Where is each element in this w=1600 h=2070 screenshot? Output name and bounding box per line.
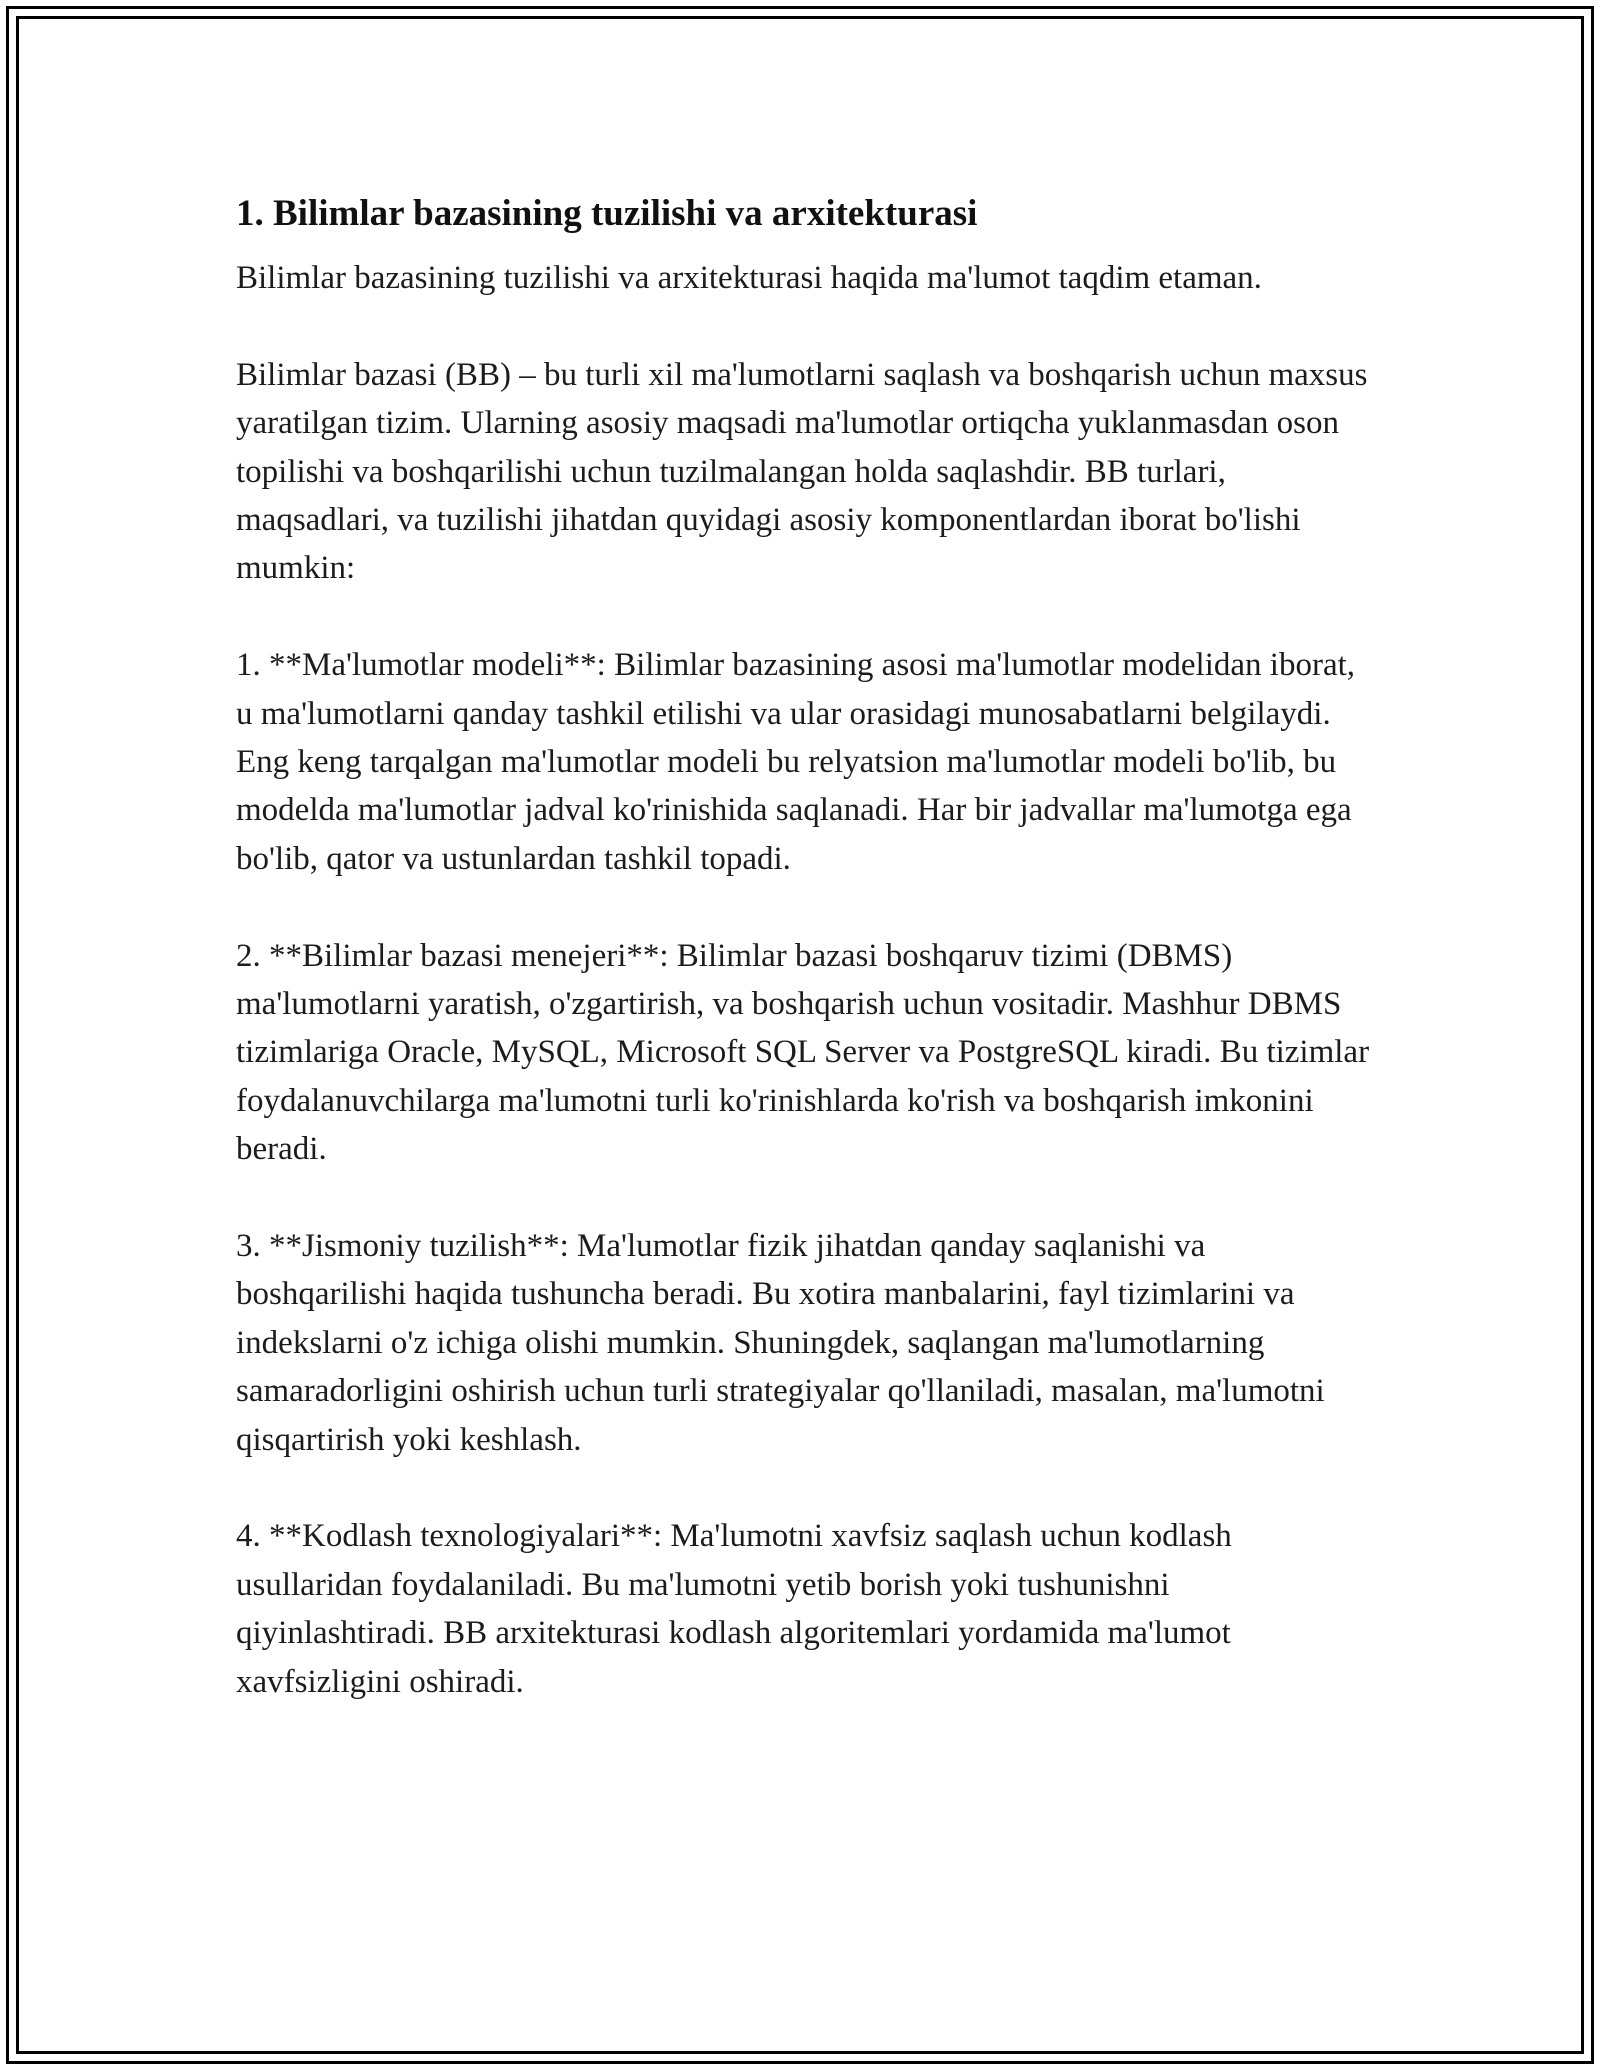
list-item-data-model: 1. **Ma'lumotlar modeli**: Bilimlar bazasining asosi ma'lumotlar modelidan iborat, u ma'lumotlarni qanday tashkil etilishi va ular orasidagi munosabatlarni belgilaydi. Eng keng tarqalgan ma'lumotlar modeli bu relyatsion ma'lumotlar modeli bo'lib, bu modelda ma'lumotlar jadval ko'rinishida saqlanadi. Har bir jadvallar ma'lumotga ega bo'lib, qator va ustunlardan tashkil topadi. [236,647,1356,877]
intro-paragraph: Bilimlar bazasining tuzilishi va arxitekturasi haqida ma'lumot taqdim etaman. [236,260,1262,296]
list-item-database-manager: 2. **Bilimlar bazasi menejeri**: Bilimlar bazasi boshqaruv tizimi (DBMS) ma'lumotlarni yaratish, o'zgartirish, va boshqarish uchun vositadir. Mashhur DBMS tizimlariga Oracle, MySQL, Microsoft SQL Server va PostgreSQL kiradi. Bu tizimlar foydalanuvchilarga ma'lumotni turli ko'rinishlarda ko'rish va boshqarish imkonini beradi. [236,937,1370,1168]
list-item-physical-structure: 3. **Jismoniy tuzilish**: Ma'lumotlar fizik jihatdan qanday saqlanishi va boshqarilishi haqida tushuncha beradi. Bu xotira manbalarini, fayl tizimlarini va indekslarni o'z ichiga olishi mumkin. Shuningdek, saqlangan ma'lumotlarning samaradorligini oshirish uchun turli strategiyalar qo'llaniladi, masalan, ma'lumotni qisqartirish yoki keshlash. [236,1228,1325,1458]
list-item-encryption-technologies: 4. **Kodlash texnologiyalari**: Ma'lumotni xavfsiz saqlash uchun kodlash usullaridan foydalaniladi. Bu ma'lumotni yetib borish yoki tushunishni qiyinlashtiradi. BB arxitekturasi kodlash algoritemlari yordamida ma'lumot xavfsizligini oshiradi. [236,1518,1232,1700]
document-title: 1. Bilimlar bazasining tuzilishi va arxitekturasi [236,193,978,234]
document-body [236,186,1376,1706]
definition-paragraph: Bilimlar bazasi (BB) – bu turli xil ma'lumotlarni saqlash va boshqarish uchun maxsus yaratilgan tizim. Ularning asosiy maqsadi ma'lumotlar ortiqcha yuklanmasdan oson topilishi va boshqarilishi uchun tuzilmalangan holda saqlashdir. BB turlari, maqsadlari, va tuzilishi jihatdan quyidagi asosiy komponentlardan iborat bo'lishi mumkin: [236,356,1368,587]
